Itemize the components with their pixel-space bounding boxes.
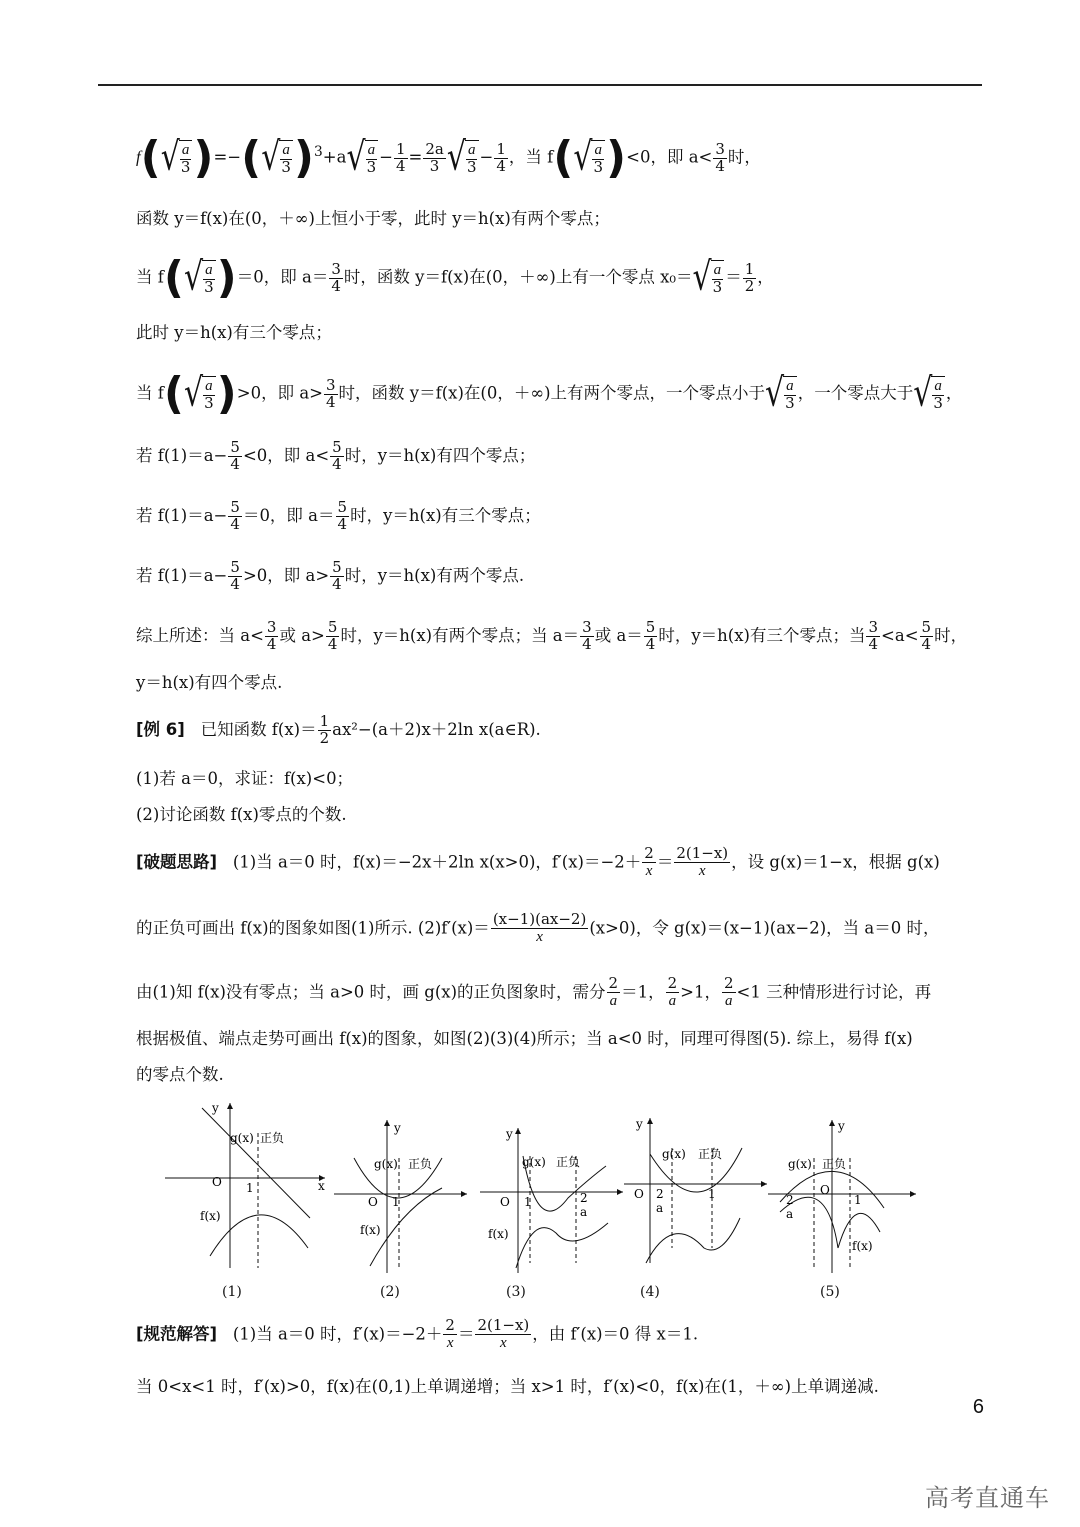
- equation-line-1: f( √ a 3 )=−( √ a 3 )$^3$+a √ a 3 − $\frac{1}{4}$ = $\frac{2a}{3}$ √ a 3 − $\frac{1}{4}$ ，当 f( √ a 3 )<0，即 a< $\frac{3}{4}$ 时，: [136, 132, 761, 183]
- text-line-6: 若 f(1)＝a− $\frac{5}{4}$ <0，即 a< $\frac{5}{4}$ 时，y＝h(x)有四个零点；: [136, 438, 536, 473]
- summary-line-2: y＝h(x)有四个零点.: [136, 673, 283, 692]
- svg-text:1: 1: [392, 1195, 400, 1209]
- svg-text:O: O: [634, 1187, 644, 1201]
- label-x: x: [318, 1179, 325, 1193]
- solution-line: [规范解答] (1)当 a＝0 时，f′(x)＝−2＋ $\frac{2}{x}$ ＝ $\frac{2(1-x)}{x}$ ，由 f′(x)＝0 得 x＝1.: [136, 1316, 699, 1351]
- caption-5: (5): [820, 1284, 840, 1300]
- svg-text:g(x): g(x): [662, 1147, 686, 1161]
- question-2: (2)讨论函数 f(x)零点的个数.: [136, 805, 347, 824]
- label-y: y: [212, 1101, 219, 1115]
- svg-text:f(x): f(x): [488, 1227, 509, 1241]
- graph-3: [478, 1098, 628, 1278]
- caption-2: (2): [380, 1284, 400, 1300]
- example-6: [例 6] 已知函数 f(x)＝ $\frac{1}{2}$ ax²−(a＋2)x＋2ln x(a∈R).: [136, 712, 541, 747]
- graph-4: [622, 1098, 770, 1278]
- svg-text:f(x): f(x): [360, 1223, 381, 1237]
- svg-text:1: 1: [854, 1193, 862, 1207]
- text-line-7: 若 f(1)＝a− $\frac{5}{4}$ ＝0，即 a＝ $\frac{5}{4}$ 时，y＝h(x)有三个零点；: [136, 498, 541, 533]
- caption-1: (1): [222, 1284, 242, 1300]
- header-rule: [98, 84, 982, 86]
- svg-text:y: y: [838, 1119, 845, 1133]
- summary-line: 综上所述：当 a< $\frac{3}{4}$ 或 a> $\frac{5}{4}$ 时，y＝h(x)有两个零点；当 a＝ $\frac{3}{4}$ 或 a＝ $\frac{5}{4}$ 时，y＝h(x)有三个零点；当 $\frac{3}{4}$ <a< $\frac{5}{4}$ 时，: [136, 618, 968, 653]
- label-f: f(x): [200, 1209, 221, 1223]
- question-1: (1)若 a＝0，求证：f(x)<0；: [136, 769, 354, 788]
- svg-text:正负: 正负: [822, 1157, 847, 1171]
- idea-line-1: [破题思路] (1)当 a＝0 时，f(x)＝−2x＋2ln x(x>0)，f′(x)＝−2＋ $\frac{2}{x}$ ＝ $\frac{2(1-x)}{x}$ ，设 g(x)＝1−x，根据 g(x): [136, 844, 940, 879]
- svg-text:1: 1: [708, 1187, 716, 1201]
- svg-text:y: y: [394, 1121, 401, 1135]
- text-line-4: 此时 y＝h(x)有三个零点；: [136, 323, 332, 342]
- svg-text:a: a: [580, 1205, 588, 1219]
- caption-3: (3): [506, 1284, 526, 1300]
- graph-1: [160, 1098, 330, 1278]
- svg-text:2: 2: [580, 1191, 588, 1205]
- graph-2: [332, 1098, 472, 1278]
- svg-text:1: 1: [524, 1195, 532, 1209]
- label-one: 1: [246, 1181, 254, 1195]
- final-line: 当 0<x<1 时，f′(x)>0，f(x)在(0,1)上单调递增；当 x>1 时，f′(x)<0，f(x)在(1，＋∞)上单调递减.: [136, 1377, 879, 1396]
- page-number: 6: [972, 1396, 984, 1418]
- idea-line-4: 根据极值、端点走势可画出 f(x)的图象，如图(2)(3)(4)所示；当 a<0 时，同理可得图(5). 综上，易得 f(x): [136, 1029, 913, 1048]
- svg-text:g(x): g(x): [522, 1155, 546, 1169]
- svg-text:a: a: [786, 1207, 794, 1221]
- svg-text:正负: 正负: [698, 1147, 723, 1161]
- figure-row: [160, 1098, 920, 1306]
- idea-line-2: 的正负可画出 f(x)的图象如图(1)所示. (2)f′(x)＝ $\frac{(x-1)(ax-2)}{x}$ (x>0)，令 g(x)＝(x−1)(ax−2)，当 a＝0 时，: [136, 910, 940, 945]
- svg-text:O: O: [820, 1183, 830, 1197]
- svg-text:2: 2: [786, 1193, 794, 1207]
- svg-text:y: y: [636, 1117, 643, 1131]
- caption-4: (4): [640, 1284, 660, 1300]
- label-g: g(x): [230, 1131, 254, 1145]
- svg-text:a: a: [656, 1201, 664, 1215]
- svg-text:O: O: [368, 1195, 378, 1209]
- graph-5: [766, 1098, 920, 1278]
- text-line-2: 函数 y＝f(x)在(0，＋∞)上恒小于零，此时 y＝h(x)有两个零点；: [136, 209, 610, 228]
- label-o: O: [212, 1175, 222, 1189]
- svg-text:g(x): g(x): [788, 1157, 812, 1171]
- idea-line-3: 由(1)知 f(x)没有零点；当 a>0 时，画 g(x)的正负图象时，需分 $\frac{2}{a}$ ＝1， $\frac{2}{a}$ >1， $\frac{2}{a}$ <1 三种情形进行讨论，再: [136, 974, 932, 1009]
- equation-line-3: 当 f( √ a 3 )＝0，即 a＝ $\frac{3}{4}$ 时，函数 y＝f(x)在(0，＋∞)上有一个零点 x₀＝ √ a 3 ＝ $\frac{1}{2}$ ，: [136, 252, 774, 303]
- text-line-8: 若 f(1)＝a− $\frac{5}{4}$ >0，即 a> $\frac{5}{4}$ 时，y＝h(x)有两个零点.: [136, 558, 525, 593]
- svg-text:g(x): g(x): [374, 1157, 398, 1171]
- idea-line-5: 的零点个数.: [136, 1065, 224, 1084]
- svg-text:2: 2: [656, 1187, 664, 1201]
- svg-text:O: O: [500, 1195, 510, 1209]
- svg-text:正负: 正负: [556, 1155, 581, 1169]
- equation-line-5: 当 f( √ a 3 )>0，即 a> $\frac{3}{4}$ 时，函数 y＝f(x)在(0，＋∞)上有两个零点，一个零点小于 √ a 3 ，一个零点大于 √ a 3 ，: [136, 368, 963, 419]
- watermark: 高考直通车: [925, 1484, 1050, 1512]
- svg-text:y: y: [506, 1127, 513, 1141]
- svg-text:正负: 正负: [408, 1157, 433, 1171]
- svg-text:f(x): f(x): [852, 1239, 873, 1253]
- label-pn: 正负: [260, 1131, 285, 1145]
